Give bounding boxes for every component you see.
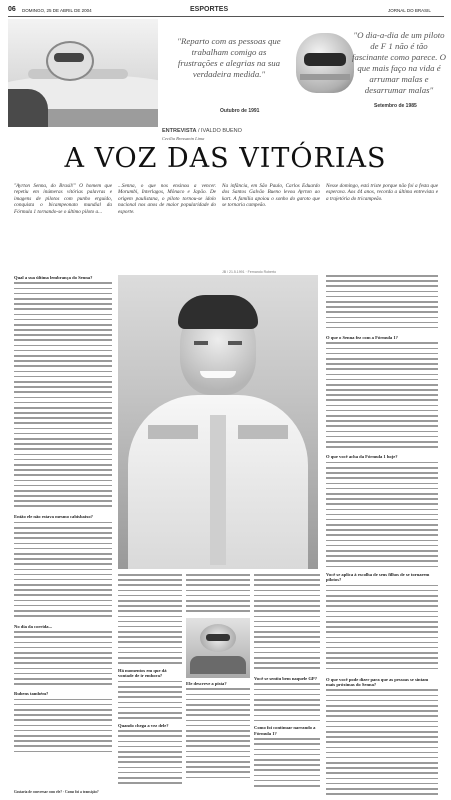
- right-body-column: [326, 275, 438, 790]
- qa-heading-1: Qual a sua última lembrança do Senna?: [14, 275, 93, 280]
- qa-heading-13: Como foi continuar narrando a Fórmula 1?: [254, 725, 316, 736]
- body-text-block: [326, 275, 438, 333]
- qa-heading-12: Você se sentiu bem naquele GP?: [254, 676, 317, 681]
- qa-heading-11: Ele descreve a pista?: [186, 681, 227, 686]
- body-text-block: [326, 342, 438, 452]
- center-body-middle: [186, 574, 250, 790]
- body-text-block: [14, 522, 112, 622]
- headline: A VOZ DAS VITÓRIAS: [64, 143, 387, 174]
- body-text-block: [14, 282, 112, 512]
- page-number: 06: [8, 6, 16, 13]
- body-text-block: [186, 574, 250, 616]
- pull-quote-2-date: Setembro de 1985: [374, 103, 417, 109]
- qa-heading-8: O que você pode dizer para que as pessoas se sintam mais próximas do Senna?: [326, 676, 429, 688]
- kicker: ENTREVISTA / IVALDO BUENO: [162, 128, 242, 134]
- qa-heading-15: Como foi a transição?: [65, 790, 99, 794]
- qa-heading-5: O que o Senna fez com a Fórmula 1?: [326, 335, 398, 340]
- qa-heading-6: O que você acha da Fórmula 1 hoje?: [326, 454, 398, 460]
- section-name: ESPORTES: [190, 6, 229, 13]
- body-text-block: [326, 689, 438, 799]
- body-text-block: [326, 585, 438, 675]
- issue-date: DOMINGO, 25 DE ABRIL DE 2004: [22, 8, 92, 13]
- qa-heading-7: Você se aplica à escolha de seus filhos de se tornarem pilotos?: [326, 571, 430, 583]
- body-text-block: [186, 688, 250, 784]
- header-rule: [8, 16, 444, 17]
- body-text-block: [118, 574, 182, 666]
- kicker-label: ENTREVISTA: [162, 128, 197, 134]
- kicker-author: IVALDO BUENO: [201, 128, 242, 134]
- qa-heading-14: Gostaria de conversar com ele?: [14, 790, 63, 794]
- qa-heading-9: Há momentos em que dá vontade de ir embora?: [118, 668, 167, 679]
- qa-heading-4: Rubens também?: [14, 691, 49, 697]
- pull-quote-1-date: Outubro de 1991: [220, 108, 260, 114]
- qa-heading-2: Então ele não estava mesmo cabisbaixo?: [14, 514, 93, 520]
- qa-heading-3: No dia da corrida...: [14, 623, 53, 629]
- center-body-right: [254, 574, 320, 790]
- footer-qa-headings: Gostaria de conversar com ele? · Como foi a transição?: [14, 790, 99, 794]
- body-text-block: [254, 574, 320, 674]
- lead-column-2: ...Senna, o que nos ensinou a vencer. Morumbi, Interlagos, Mônaco e Japão. De origem paulistana, o piloto tornou-se ídolo nacional nos anos de maior popularidade do esporte.: [118, 183, 216, 215]
- photo-credit: JB / 21.5.1991 · Fernando Roberto: [222, 270, 277, 274]
- race-car-photo: [8, 19, 158, 127]
- lead-column-3: Na infância, em São Paulo, Carlos Eduardo dos Santos Galvão Bueno levou Ayrton ao kart. A família apoiou o sonho do garoto que se tornaria campeão.: [222, 183, 320, 209]
- portrait-photo: [118, 275, 318, 569]
- body-text-block: [254, 683, 320, 723]
- body-text-block: [14, 699, 112, 759]
- body-text-block: [14, 631, 112, 689]
- pull-quote-2: "O dia-a-dia de um piloto de F 1 não é tão fascinante como parece. O que mais faço na vida é arrumar malas e desarrumar malas": [352, 30, 446, 95]
- center-body-left: [118, 574, 182, 790]
- body-text-block: [254, 738, 320, 790]
- pull-quote-1: "Reparto com as pessoas que trabalham comigo as frustrações e alegrias na sua verdadeira medida.": [177, 36, 281, 79]
- body-text-block: [118, 730, 182, 790]
- lead-column-4: Nesse domingo, está triste porque não foi a festa que esperava. Aos 44 anos, recorda a última entrevista e a trajetória do tricampeão.: [326, 183, 438, 202]
- body-text-block: [118, 681, 182, 721]
- qa-heading-10: Quando chega a vez dele?: [118, 722, 169, 728]
- car-inset-photo: [186, 618, 250, 678]
- body-text-block: [326, 462, 438, 570]
- left-body-column: [14, 275, 112, 790]
- byline: Cecília Bressanin Lima: [162, 136, 205, 141]
- lead-column-1: "Ayrton Senna, do Brasil!" O homem que repetiu em inúmeras vitórias palavras e imagens de pilotos com punho erguido, conquista o bicampeonato mundial da Fórmula 1 tornando-se o último piloto a...: [14, 183, 112, 215]
- helmet-photo: [290, 19, 360, 99]
- newspaper-name: JORNAL DO BRASIL: [388, 8, 431, 13]
